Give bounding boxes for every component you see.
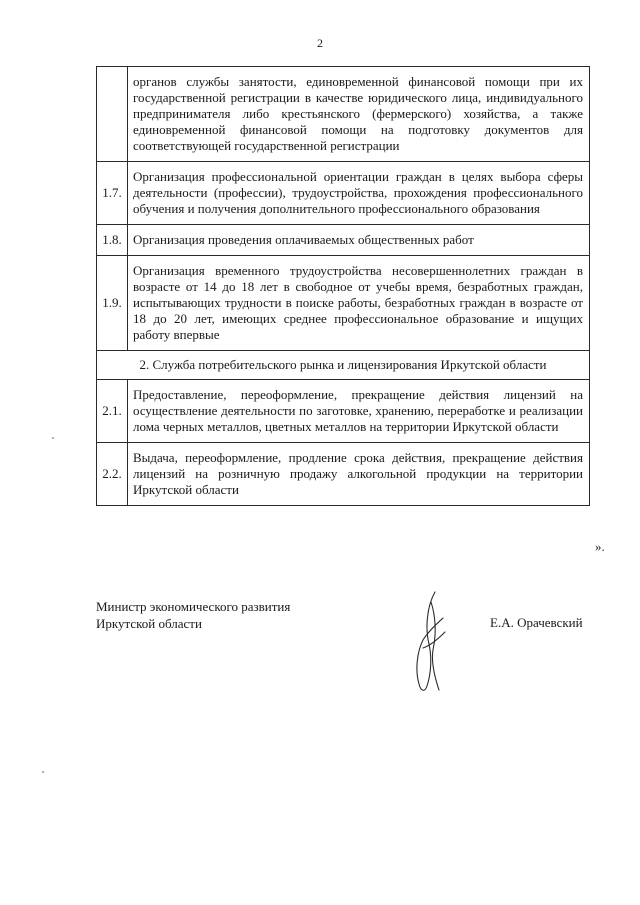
section-header-row [97,351,590,380]
closing-quote-mark: ». [595,539,605,554]
minister-title [96,598,290,632]
table-row [97,256,590,351]
minister-title-line: Иркутской области [96,616,202,631]
minister-title-line: Министр экономического развития [96,599,291,614]
handwritten-signature [405,588,455,698]
minister-name: Е.А. Орачевский [490,615,583,630]
services-table [96,66,590,506]
row-number: 1.9. [97,256,128,351]
table-row [97,67,590,162]
table-row [97,225,590,256]
row-text: Выдача, переоформление, продление срока действия, прекращение действия лицензий на розничную продажу алкогольной продукции на территории Иркутской области [128,443,590,506]
row-number: 1.8. [97,225,128,256]
row-text: Предоставление, переоформление, прекращение действия лицензий на осуществление деятельности по заготовке, хранению, переработке и реализации лома черных металлов, цветных металлов на территории Иркутской области [128,380,590,443]
signature-stroke [417,592,445,690]
row-number: 1.7. [97,162,128,225]
page-number: 2 [317,36,323,50]
scan-speck [52,437,54,439]
table-row [97,380,590,443]
row-number: 2.1. [97,380,128,443]
row-text: органов службы занятости, единовременной финансовой помощи при их государственной регистрации в качестве юридического лица, индивидуального предпринимателя либо крестьянского (фермерского) хозяйства, а также единовременной финансовой помощи на подготовку документов для соответствующей государственной регистрации [128,67,590,162]
services-table-body [97,67,590,506]
row-text: Организация проведения оплачиваемых общественных работ [128,225,590,256]
row-text: Организация профессиональной ориентации граждан в целях выбора сферы деятельности (профессии), трудоустройства, прохождения профессионального обучения и получения дополнительного профессионального образования [128,162,590,225]
section-heading: 2. Служба потребительского рынка и лицензирования Иркутской области [97,351,590,380]
table-row [97,162,590,225]
row-number [97,67,128,162]
row-text: Организация временного трудоустройства несовершеннолетних граждан в возрасте от 14 до 18 лет в свободное от учебы время, безработных граждан, испытывающих трудности в поиске работы, безработных граждан в возрасте от 18 до 20 лет, имеющих среднее профессиональное образование и ищущих работу впервые [128,256,590,351]
scan-speck [42,771,44,773]
table-row [97,443,590,506]
row-number: 2.2. [97,443,128,506]
